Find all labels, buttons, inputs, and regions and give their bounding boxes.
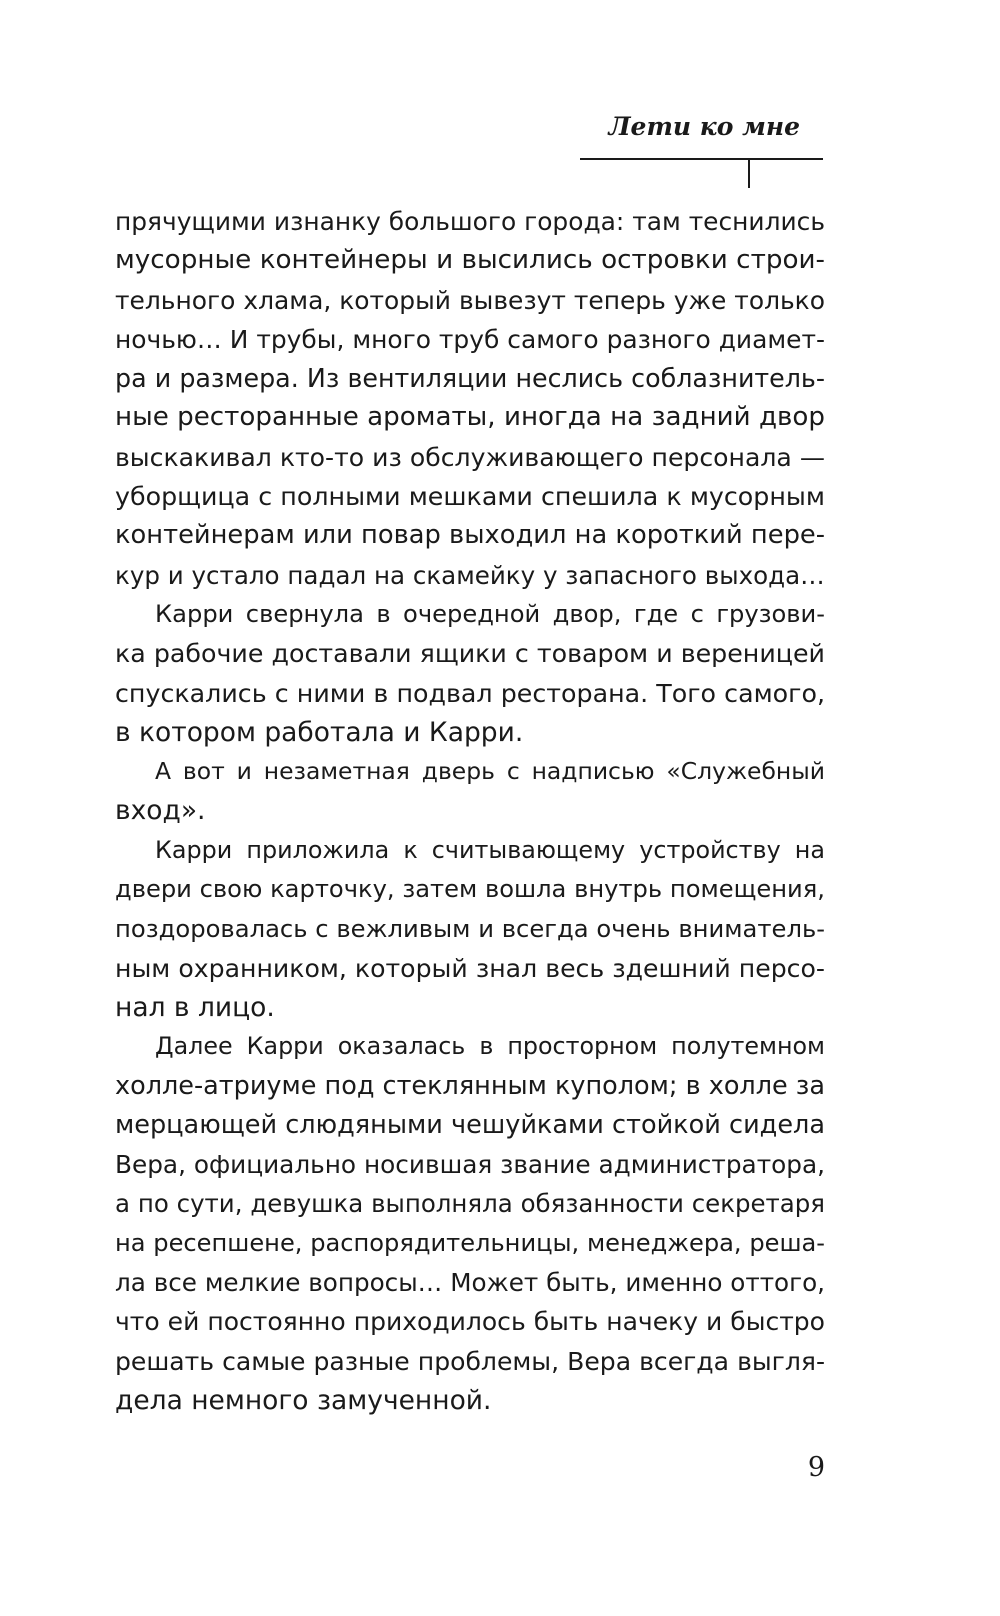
text-line: а по сути, девушка выполняла обязанности секретаря <box>115 1189 825 1219</box>
text-line: Карри приложила к считывающему устройству на <box>155 835 825 864</box>
text-line: дела немного замученной. <box>115 1384 492 1416</box>
text-line: ным охранником, который знал весь здешний персо- <box>115 953 825 983</box>
text-line: контейнерам или повар выходил на короткий пере- <box>115 520 825 551</box>
text-line: спускались с ними в подвал ресторана. Того самого, <box>115 677 825 708</box>
running-head: Лети ко мне <box>608 112 800 141</box>
text-line: выскакивал кто-то из обслуживающего персонала — <box>115 442 825 472</box>
text-line: на ресепшене, распорядительницы, менеджера, реша- <box>115 1228 825 1257</box>
text-line: тельного хлама, который вывезут теперь уже только <box>115 285 825 315</box>
text-line: Далее Карри оказалась в просторном полутемном <box>155 1032 825 1061</box>
paragraph <box>115 831 825 1027</box>
text-line: двери свою карточку, затем вошла внутрь помещения, <box>115 875 825 904</box>
text-line: Вера, официально носившая звание администратора, <box>115 1150 825 1180</box>
body-text <box>115 202 825 1420</box>
text-line: уборщица с полными мешками спешила к мусорным <box>115 481 825 512</box>
paragraph <box>115 752 825 831</box>
page-number: 9 <box>807 1452 825 1483</box>
paragraph <box>115 202 825 595</box>
text-line: ра и размера. Из вентиляции неслись соблазнитель- <box>115 363 825 394</box>
text-line: мерцающей слюдяными чешуйками стойкой сидела <box>115 1109 825 1140</box>
text-line: ка рабочие доставали ящики с товаром и вереницей <box>115 639 825 669</box>
header-rule <box>580 158 823 160</box>
text-line: ные ресторанные ароматы, иногда на задний двор <box>115 402 825 433</box>
text-line: холле-атриуме под стеклянным куполом; в холле за <box>115 1070 825 1101</box>
text-line: прячущими изнанку большого города: там теснились <box>115 207 825 236</box>
text-line: А вот и незаметная дверь с надписью «Служебный <box>155 757 825 786</box>
text-line: вход». <box>115 795 206 827</box>
text-line: что ей постоянно приходилось быть начеку и быстро <box>115 1307 825 1337</box>
header-rule-tick <box>748 159 750 188</box>
text-line: решать самые разные проблемы, Вера всегда выгля- <box>115 1346 825 1376</box>
paragraph <box>115 595 825 752</box>
paragraph <box>115 1027 825 1420</box>
text-line: Карри свернула в очередной двор, где с грузови- <box>155 599 825 628</box>
text-line: поздоровалась с вежливым и всегда очень вниматель- <box>115 914 825 944</box>
text-line: кур и устало падал на скамейку у запасного выхода… <box>115 560 825 590</box>
text-line: нал в лицо. <box>115 991 275 1023</box>
text-line: в котором работала и Карри. <box>115 716 524 748</box>
text-line: ла все мелкие вопросы… Может быть, именно оттого, <box>115 1268 825 1298</box>
text-line: ночью… И трубы, много труб самого разного диамет- <box>115 324 825 354</box>
text-line: мусорные контейнеры и высились островки строи- <box>115 245 825 276</box>
